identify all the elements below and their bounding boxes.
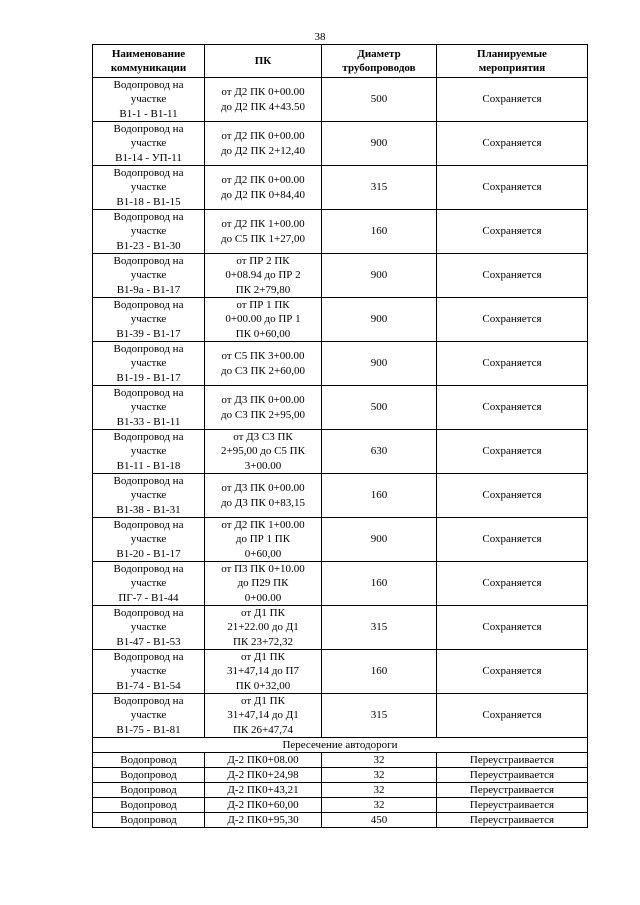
cell-name-line: участке xyxy=(130,93,167,106)
cell-pk-line: от Д2 ПК 0+00.00 xyxy=(221,86,305,99)
cell-pk: Д-2 ПК0+95,30 xyxy=(205,813,322,828)
cell-name-line: В1-47 - В1-53 xyxy=(116,635,181,648)
cell-pk-line: 0+00.00 xyxy=(244,591,282,604)
cell-name-line: Водопровод на xyxy=(113,695,184,708)
cell-name xyxy=(93,386,205,430)
cell-diameter: 500 xyxy=(322,78,437,122)
cell-diameter: 315 xyxy=(322,606,437,650)
cell-pk xyxy=(205,650,322,694)
header-name xyxy=(93,45,205,78)
cell-name xyxy=(93,694,205,738)
cell-name: Водопровод xyxy=(93,768,205,783)
cell-action: Сохраняется xyxy=(437,342,588,386)
cell-pk-line: до ПР 1 ПК xyxy=(235,533,291,546)
cell-name-line: В1-19 - В1-17 xyxy=(116,371,181,384)
cell-pk: Д-2 ПК0+43,21 xyxy=(205,783,322,798)
cell-pk-line: от Д2 ПК 0+00.00 xyxy=(221,174,305,187)
cell-pk-line: 31+47,14 до Д1 xyxy=(227,709,299,722)
cell-name-line: Водопровод на xyxy=(113,651,184,664)
cell-name-line: Водопровод на xyxy=(113,519,184,532)
table-row xyxy=(93,783,588,798)
cell-name-line: Водопровод на xyxy=(113,123,184,136)
cell-action: Переустраивается xyxy=(437,768,588,783)
header-name-line: коммуникации xyxy=(110,62,187,74)
cell-action: Сохраняется xyxy=(437,430,588,474)
cell-diameter: 900 xyxy=(322,254,437,298)
cell-diameter: 900 xyxy=(322,518,437,562)
cell-pk-line: ПК 26+47,74 xyxy=(233,723,293,736)
cell-name xyxy=(93,474,205,518)
cell-diameter: 900 xyxy=(322,342,437,386)
table-row xyxy=(93,210,588,254)
cell-name-line: участке xyxy=(130,269,167,282)
cell-pk xyxy=(205,474,322,518)
cell-diameter: 630 xyxy=(322,430,437,474)
table-row xyxy=(93,753,588,768)
cell-action: Сохраняется xyxy=(437,122,588,166)
table-row xyxy=(93,606,588,650)
cell-name-line: В1-23 - В1-30 xyxy=(116,239,181,252)
table-row xyxy=(93,562,588,606)
section-row xyxy=(93,738,588,753)
cell-name xyxy=(93,430,205,474)
cell-pk-line: 0+08.94 до ПР 2 xyxy=(225,269,301,282)
cell-pk: Д-2 ПК0+24,98 xyxy=(205,768,322,783)
cell-pk: Д-2 ПК0+60,00 xyxy=(205,798,322,813)
cell-diameter: 160 xyxy=(322,650,437,694)
cell-name-line: участке xyxy=(130,313,167,326)
cell-name xyxy=(93,518,205,562)
cell-name-line: Водопровод на xyxy=(113,255,184,268)
cell-name: Водопровод xyxy=(93,798,205,813)
cell-name-line: В1-20 - В1-17 xyxy=(116,547,181,560)
cell-name xyxy=(93,78,205,122)
cell-pk xyxy=(205,518,322,562)
cell-name xyxy=(93,254,205,298)
cell-name xyxy=(93,342,205,386)
cell-pk-line: от Д2 ПК 1+00.00 xyxy=(221,519,305,532)
header-diameter xyxy=(322,45,437,78)
cell-name-line: Водопровод на xyxy=(113,475,184,488)
communications-table xyxy=(92,44,588,828)
cell-diameter: 32 xyxy=(322,798,437,813)
cell-pk-line: 31+47,14 до П7 xyxy=(227,665,299,678)
table-row xyxy=(93,650,588,694)
header-action xyxy=(437,45,588,78)
cell-pk xyxy=(205,254,322,298)
cell-pk-line: до С3 ПК 2+60,00 xyxy=(221,364,305,377)
cell-name-line: Водопровод на xyxy=(113,167,184,180)
table-row xyxy=(93,430,588,474)
cell-name-line: Водопровод на xyxy=(113,343,184,356)
cell-name-line: Водопровод на xyxy=(113,211,184,224)
cell-pk-line: от Д2 ПК 1+00.00 xyxy=(221,218,305,231)
table-row xyxy=(93,78,588,122)
cell-pk-line: от Д3 ПК 0+00.00 xyxy=(221,482,305,495)
cell-pk xyxy=(205,298,322,342)
cell-diameter: 160 xyxy=(322,562,437,606)
cell-name-line: участке xyxy=(130,445,167,458)
cell-name-line: Водопровод на xyxy=(113,79,184,92)
cell-action: Переустраивается xyxy=(437,798,588,813)
cell-name: Водопровод xyxy=(93,813,205,828)
cell-pk-line: от Д2 ПК 0+00.00 xyxy=(221,130,305,143)
cell-diameter: 450 xyxy=(322,813,437,828)
cell-pk-line: до С3 ПК 2+95,00 xyxy=(221,408,305,421)
cell-name-line: Водопровод на xyxy=(113,387,184,400)
cell-pk-line: 0+60,00 xyxy=(244,547,282,560)
table-row xyxy=(93,813,588,828)
table-body xyxy=(93,78,588,828)
cell-name-line: участке xyxy=(130,225,167,238)
cell-name-line: участке xyxy=(130,401,167,414)
table-row xyxy=(93,122,588,166)
cell-name-line: Водопровод на xyxy=(113,299,184,312)
table-row xyxy=(93,768,588,783)
cell-name-line: В1-33 - В1-11 xyxy=(116,415,181,428)
cell-diameter: 32 xyxy=(322,783,437,798)
cell-name: Водопровод xyxy=(93,753,205,768)
cell-pk-line: от Д3 С3 ПК xyxy=(233,431,293,444)
cell-name: Водопровод xyxy=(93,783,205,798)
cell-diameter: 32 xyxy=(322,753,437,768)
cell-pk-line: от П3 ПК 0+10.00 xyxy=(221,563,305,576)
cell-name-line: участке xyxy=(130,709,167,722)
header-diameter-line: Диаметр xyxy=(357,48,401,60)
cell-diameter: 32 xyxy=(322,768,437,783)
cell-name-line: Водопровод на xyxy=(113,607,184,620)
cell-name xyxy=(93,122,205,166)
cell-pk-line: ПК 2+79,80 xyxy=(235,283,291,296)
cell-pk: Д-2 ПК0+08.00 xyxy=(205,753,322,768)
cell-pk-line: 21+22.00 до Д1 xyxy=(227,621,299,634)
header-name-line: Наименование xyxy=(111,48,186,60)
cell-pk-line: ПК 0+32,00 xyxy=(235,679,291,692)
cell-name-line: участке xyxy=(130,533,167,546)
cell-action: Сохраняется xyxy=(437,562,588,606)
cell-diameter: 900 xyxy=(322,298,437,342)
cell-name-line: В1-1 - В1-11 xyxy=(119,107,178,120)
cell-diameter: 500 xyxy=(322,386,437,430)
cell-action: Переустраивается xyxy=(437,753,588,768)
header-pk-line: ПК xyxy=(254,55,272,67)
cell-pk-line: от Д1 ПК xyxy=(241,695,285,708)
cell-name-line: В1-18 - В1-15 xyxy=(116,195,181,208)
cell-pk-line: от ПР 1 ПК xyxy=(236,299,290,312)
cell-pk-line: до Д3 ПК 0+83,15 xyxy=(220,496,306,509)
table-row xyxy=(93,694,588,738)
cell-name-line: В1-39 - В1-17 xyxy=(116,327,181,340)
header-action-line: мероприятия xyxy=(478,62,546,74)
cell-pk xyxy=(205,78,322,122)
cell-pk-line: от ПР 2 ПК xyxy=(236,255,290,268)
cell-name xyxy=(93,650,205,694)
cell-pk-line: от С5 ПК 3+00.00 xyxy=(221,350,305,363)
cell-name-line: В1-75 - В1-81 xyxy=(116,723,181,736)
cell-pk-line: от Д1 ПК xyxy=(241,607,285,620)
table-row xyxy=(93,474,588,518)
header-diameter-line: трубопроводов xyxy=(342,62,416,74)
cell-action: Сохраняется xyxy=(437,298,588,342)
table-row xyxy=(93,798,588,813)
cell-name xyxy=(93,210,205,254)
cell-action: Сохраняется xyxy=(437,210,588,254)
cell-name-line: ПГ-7 - В1-44 xyxy=(118,591,179,604)
cell-name-line: участке xyxy=(130,181,167,194)
cell-pk xyxy=(205,694,322,738)
cell-pk xyxy=(205,562,322,606)
table-row xyxy=(93,254,588,298)
header-action-line: Планируемые xyxy=(477,48,547,60)
cell-pk xyxy=(205,430,322,474)
cell-pk xyxy=(205,166,322,210)
cell-pk-line: до Д2 ПК 4+43.50 xyxy=(220,100,306,113)
cell-action: Сохраняется xyxy=(437,254,588,298)
cell-pk-line: до П29 ПК xyxy=(237,577,289,590)
cell-pk-line: до Д2 ПК 2+12,40 xyxy=(220,144,306,157)
cell-name-line: участке xyxy=(130,665,167,678)
cell-name-line: Водопровод на xyxy=(113,563,184,576)
table-header-row xyxy=(93,45,588,78)
cell-name-line: В1-74 - В1-54 xyxy=(116,679,181,692)
cell-action: Сохраняется xyxy=(437,474,588,518)
cell-action: Сохраняется xyxy=(437,606,588,650)
cell-action: Переустраивается xyxy=(437,783,588,798)
cell-name-line: В1-11 - В1-18 xyxy=(116,459,181,472)
cell-name-line: В1-38 - В1-31 xyxy=(116,503,181,516)
cell-name xyxy=(93,166,205,210)
section-title: Пересечение автодороги xyxy=(93,738,588,753)
cell-name-line: участке xyxy=(130,489,167,502)
cell-pk-line: 0+00.00 до ПР 1 xyxy=(225,313,301,326)
cell-pk-line: до Д2 ПК 0+84,40 xyxy=(220,188,306,201)
cell-name-line: участке xyxy=(130,621,167,634)
cell-name-line: участке xyxy=(130,137,167,150)
cell-pk-line: до С5 ПК 1+27,00 xyxy=(221,232,305,245)
cell-action: Сохраняется xyxy=(437,650,588,694)
cell-action: Сохраняется xyxy=(437,386,588,430)
cell-diameter: 315 xyxy=(322,166,437,210)
cell-name-line: участке xyxy=(130,357,167,370)
table-row xyxy=(93,518,588,562)
table-row xyxy=(93,298,588,342)
cell-action: Переустраивается xyxy=(437,813,588,828)
cell-action: Сохраняется xyxy=(437,166,588,210)
cell-action: Сохраняется xyxy=(437,78,588,122)
cell-pk xyxy=(205,386,322,430)
cell-pk xyxy=(205,342,322,386)
cell-name-line: участке xyxy=(130,577,167,590)
cell-diameter: 160 xyxy=(322,210,437,254)
cell-name xyxy=(93,562,205,606)
cell-pk xyxy=(205,606,322,650)
page-number: 38 xyxy=(314,31,326,43)
cell-name xyxy=(93,606,205,650)
cell-diameter: 900 xyxy=(322,122,437,166)
cell-action: Сохраняется xyxy=(437,694,588,738)
header-pk xyxy=(205,45,322,78)
cell-action: Сохраняется xyxy=(437,518,588,562)
cell-name-line: В1-14 - УП-11 xyxy=(115,151,182,164)
table-row xyxy=(93,166,588,210)
cell-pk-line: 2+95,00 до С5 ПК xyxy=(221,445,305,458)
cell-name-line: В1-9а - В1-17 xyxy=(116,283,181,296)
cell-pk xyxy=(205,210,322,254)
cell-diameter: 315 xyxy=(322,694,437,738)
cell-pk-line: 3+00.00 xyxy=(244,459,282,472)
table-row xyxy=(93,342,588,386)
cell-name xyxy=(93,298,205,342)
cell-pk-line: от Д1 ПК xyxy=(241,651,285,664)
cell-pk-line: ПК 0+60,00 xyxy=(235,327,291,340)
cell-pk xyxy=(205,122,322,166)
cell-pk-line: ПК 23+72,32 xyxy=(233,635,293,648)
table-row xyxy=(93,386,588,430)
cell-pk-line: от Д3 ПК 0+00.00 xyxy=(221,394,305,407)
cell-name-line: Водопровод на xyxy=(113,431,184,444)
cell-diameter: 160 xyxy=(322,474,437,518)
